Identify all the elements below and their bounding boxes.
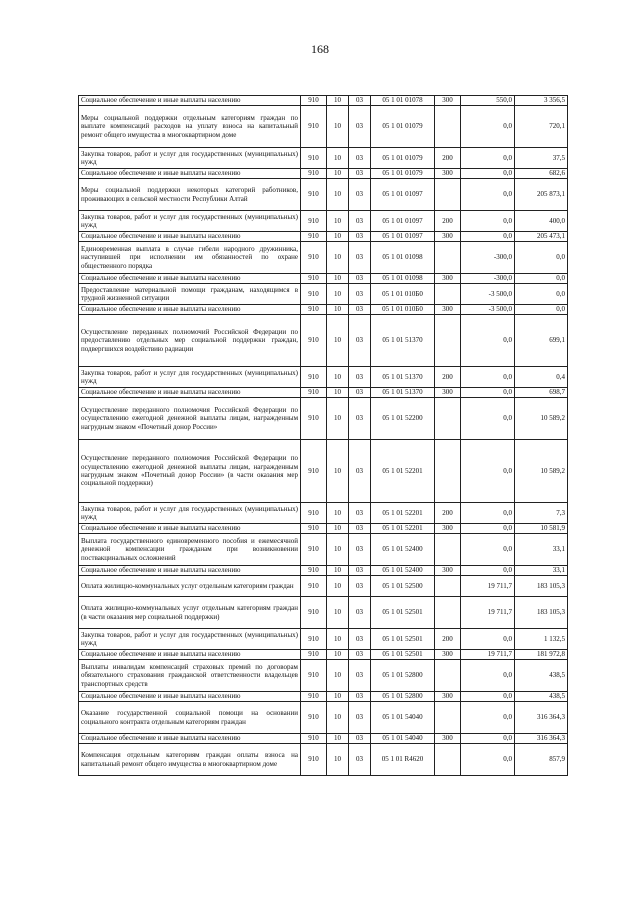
cell-target-article: 05 1 01 54040 [371, 734, 435, 744]
cell-section: 10 [327, 179, 349, 211]
table-row [79, 503, 568, 524]
cell-ministry: 910 [301, 274, 327, 284]
cell-target-article: 05 1 01 01098 [371, 242, 435, 274]
cell-ministry: 910 [301, 179, 327, 211]
cell-change: 0,0 [461, 398, 515, 440]
cell-name: Закупка товаров, работ и услуг для государственных (муниципальных) нужд [79, 367, 301, 388]
cell-change: 0,0 [461, 315, 515, 367]
cell-section: 10 [327, 692, 349, 702]
cell-subsection: 03 [349, 315, 371, 367]
cell-target-article: 05 1 01 52201 [371, 440, 435, 503]
cell-subsection: 03 [349, 524, 371, 534]
cell-amount: 438,5 [515, 692, 568, 702]
cell-subsection: 03 [349, 744, 371, 776]
cell-expense-type: 200 [435, 148, 461, 169]
cell-ministry: 910 [301, 242, 327, 274]
cell-expense-type [435, 576, 461, 597]
cell-name: Социальное обеспечение и иные выплаты населению [79, 692, 301, 702]
cell-ministry: 910 [301, 106, 327, 148]
cell-section: 10 [327, 242, 349, 274]
cell-change: -300,0 [461, 242, 515, 274]
cell-subsection: 03 [349, 440, 371, 503]
cell-subsection: 03 [349, 148, 371, 169]
cell-name: Меры социальной поддержки некоторых категорий работников, проживающих в сельской местности Республики Алтай [79, 179, 301, 211]
cell-target-article: 05 1 01 01098 [371, 274, 435, 284]
cell-change: 0,0 [461, 566, 515, 576]
cell-expense-type: 200 [435, 629, 461, 650]
table-row [79, 702, 568, 734]
cell-name: Социальное обеспечение и иные выплаты населению [79, 305, 301, 315]
table-row [79, 106, 568, 148]
cell-ministry: 910 [301, 398, 327, 440]
cell-target-article: 05 1 01 54040 [371, 702, 435, 734]
table-row [79, 179, 568, 211]
cell-name: Закупка товаров, работ и услуг для государственных (муниципальных) нужд [79, 503, 301, 524]
cell-amount: 0,0 [515, 284, 568, 305]
cell-amount: 10 581,9 [515, 524, 568, 534]
cell-ministry: 910 [301, 367, 327, 388]
cell-section: 10 [327, 576, 349, 597]
cell-subsection: 03 [349, 179, 371, 211]
cell-target-article: 05 1 01 52400 [371, 534, 435, 566]
cell-section: 10 [327, 503, 349, 524]
cell-section: 10 [327, 106, 349, 148]
cell-amount: 181 972,8 [515, 650, 568, 660]
cell-target-article: 05 1 01 01079 [371, 169, 435, 179]
cell-section: 10 [327, 305, 349, 315]
cell-amount: 1 132,5 [515, 629, 568, 650]
cell-expense-type [435, 179, 461, 211]
cell-name: Оказание государственной социальной помощи на основании социального контракта отдельным категориям граждан [79, 702, 301, 734]
cell-target-article: 05 1 01 01097 [371, 179, 435, 211]
cell-section: 10 [327, 315, 349, 367]
cell-expense-type: 300 [435, 232, 461, 242]
cell-amount: 682,6 [515, 169, 568, 179]
cell-ministry: 910 [301, 440, 327, 503]
cell-target-article: 05 1 01 R4620 [371, 744, 435, 776]
cell-ministry: 910 [301, 524, 327, 534]
cell-ministry: 910 [301, 315, 327, 367]
cell-name: Социальное обеспечение и иные выплаты населению [79, 169, 301, 179]
table-row [79, 96, 568, 106]
cell-ministry: 910 [301, 734, 327, 744]
table-row [79, 274, 568, 284]
cell-target-article: 05 1 01 01079 [371, 148, 435, 169]
cell-name: Закупка товаров, работ и услуг для государственных (муниципальных) нужд [79, 211, 301, 232]
cell-target-article: 05 1 01 52201 [371, 503, 435, 524]
cell-expense-type: 300 [435, 524, 461, 534]
cell-expense-type [435, 702, 461, 734]
cell-name: Закупка товаров, работ и услуг для государственных (муниципальных) нужд [79, 148, 301, 169]
cell-subsection: 03 [349, 284, 371, 305]
cell-target-article: 05 1 01 51370 [371, 315, 435, 367]
cell-amount: 400,0 [515, 211, 568, 232]
cell-amount: 316 364,3 [515, 734, 568, 744]
cell-name: Меры социальной поддержки отдельным категориям граждан по выплате компенсаций расходов на уплату взноса на капитальный ремонт общего имущества в многоквартирном доме [79, 106, 301, 148]
cell-name: Осуществление переданных полномочий Российской Федерации по предоставлению отдельных мер социальной поддержки граждан, подвергшихся воздействию радиации [79, 315, 301, 367]
budget-table [78, 95, 568, 776]
cell-change: 0,0 [461, 734, 515, 744]
cell-amount: 438,5 [515, 660, 568, 692]
cell-amount: 0,4 [515, 367, 568, 388]
table-row [79, 284, 568, 305]
table-row [79, 398, 568, 440]
cell-section: 10 [327, 650, 349, 660]
cell-ministry: 910 [301, 169, 327, 179]
cell-expense-type [435, 315, 461, 367]
cell-section: 10 [327, 629, 349, 650]
cell-target-article: 05 1 01 01078 [371, 96, 435, 106]
cell-name: Социальное обеспечение и иные выплаты населению [79, 96, 301, 106]
cell-name: Оплата жилищно-коммунальных услуг отдельным категориям граждан (в части оказания мер социальной поддержки) [79, 597, 301, 629]
cell-name: Социальное обеспечение и иные выплаты населению [79, 388, 301, 398]
cell-name: Компенсация отдельным категориям граждан оплаты взноса на капитальный ремонт общего имущества в многоквартирном доме [79, 744, 301, 776]
cell-expense-type [435, 398, 461, 440]
cell-expense-type: 300 [435, 566, 461, 576]
cell-expense-type: 300 [435, 274, 461, 284]
cell-ministry: 910 [301, 576, 327, 597]
cell-name: Социальное обеспечение и иные выплаты населению [79, 566, 301, 576]
cell-change: 0,0 [461, 106, 515, 148]
cell-name: Осуществление переданного полномочия Российской Федерации по осуществлению ежегодной денежной выплаты лицам, награжденным нагрудным знаком «Почетный донор России» [79, 398, 301, 440]
cell-subsection: 03 [349, 734, 371, 744]
cell-section: 10 [327, 367, 349, 388]
cell-section: 10 [327, 534, 349, 566]
cell-target-article: 05 1 01 52501 [371, 650, 435, 660]
cell-target-article: 05 1 01 01097 [371, 232, 435, 242]
cell-target-article: 05 1 01 52201 [371, 524, 435, 534]
cell-expense-type: 300 [435, 692, 461, 702]
cell-subsection: 03 [349, 702, 371, 734]
cell-target-article: 05 1 01 010Б0 [371, 284, 435, 305]
cell-expense-type [435, 106, 461, 148]
cell-change: 0,0 [461, 367, 515, 388]
cell-expense-type [435, 534, 461, 566]
cell-expense-type [435, 660, 461, 692]
cell-section: 10 [327, 211, 349, 232]
cell-subsection: 03 [349, 211, 371, 232]
table-row [79, 242, 568, 274]
cell-expense-type: 300 [435, 96, 461, 106]
cell-change: -300,0 [461, 274, 515, 284]
cell-change: 0,0 [461, 534, 515, 566]
cell-subsection: 03 [349, 692, 371, 702]
table-row [79, 744, 568, 776]
cell-subsection: 03 [349, 274, 371, 284]
table-row [79, 597, 568, 629]
cell-change: 0,0 [461, 211, 515, 232]
cell-name: Осуществление переданного полномочия Российской Федерации по осуществлению ежегодной денежной выплаты лицам, награжденным нагрудным знаком «Почетный донор России» (в части оказания мер социальной поддержки) [79, 440, 301, 503]
cell-change: 0,0 [461, 148, 515, 169]
cell-section: 10 [327, 274, 349, 284]
table-row [79, 315, 568, 367]
cell-name: Оплата жилищно-коммунальных услуг отдельным категориям граждан [79, 576, 301, 597]
cell-change: 0,0 [461, 692, 515, 702]
cell-subsection: 03 [349, 503, 371, 524]
cell-section: 10 [327, 284, 349, 305]
cell-amount: 10 589,2 [515, 398, 568, 440]
cell-amount: 33,1 [515, 534, 568, 566]
cell-name: Закупка товаров, работ и услуг для государственных (муниципальных) нужд [79, 629, 301, 650]
cell-expense-type: 200 [435, 503, 461, 524]
cell-name: Социальное обеспечение и иные выплаты населению [79, 734, 301, 744]
cell-target-article: 05 1 01 52501 [371, 629, 435, 650]
cell-section: 10 [327, 744, 349, 776]
page-number: 168 [311, 42, 329, 56]
cell-name: Социальное обеспечение и иные выплаты населению [79, 650, 301, 660]
cell-expense-type: 300 [435, 305, 461, 315]
cell-target-article: 05 1 01 01097 [371, 211, 435, 232]
cell-section: 10 [327, 597, 349, 629]
cell-change: 0,0 [461, 702, 515, 734]
table-row [79, 629, 568, 650]
cell-change: 0,0 [461, 744, 515, 776]
cell-change: 0,0 [461, 388, 515, 398]
cell-subsection: 03 [349, 660, 371, 692]
cell-ministry: 910 [301, 660, 327, 692]
cell-ministry: 910 [301, 692, 327, 702]
cell-expense-type [435, 744, 461, 776]
cell-change: -3 500,0 [461, 284, 515, 305]
cell-change: 550,0 [461, 96, 515, 106]
table-row [79, 576, 568, 597]
cell-change: 0,0 [461, 440, 515, 503]
cell-subsection: 03 [349, 232, 371, 242]
cell-subsection: 03 [349, 106, 371, 148]
cell-amount: 0,0 [515, 274, 568, 284]
cell-subsection: 03 [349, 367, 371, 388]
cell-ministry: 910 [301, 503, 327, 524]
cell-section: 10 [327, 702, 349, 734]
table-row [79, 169, 568, 179]
table-row [79, 534, 568, 566]
cell-target-article: 05 1 01 52501 [371, 597, 435, 629]
table-row [79, 734, 568, 744]
table-row [79, 232, 568, 242]
table-row [79, 305, 568, 315]
cell-amount: 183 105,3 [515, 576, 568, 597]
cell-ministry: 910 [301, 702, 327, 734]
cell-target-article: 05 1 01 01079 [371, 106, 435, 148]
cell-expense-type: 300 [435, 388, 461, 398]
cell-amount: 183 105,3 [515, 597, 568, 629]
table-row [79, 692, 568, 702]
cell-section: 10 [327, 524, 349, 534]
cell-section: 10 [327, 96, 349, 106]
cell-ministry: 910 [301, 232, 327, 242]
cell-ministry: 910 [301, 744, 327, 776]
cell-subsection: 03 [349, 650, 371, 660]
cell-ministry: 910 [301, 650, 327, 660]
cell-expense-type: 200 [435, 367, 461, 388]
table-row [79, 367, 568, 388]
cell-change: 0,0 [461, 524, 515, 534]
cell-ministry: 910 [301, 284, 327, 305]
cell-target-article: 05 1 01 51370 [371, 367, 435, 388]
cell-change: 0,0 [461, 660, 515, 692]
cell-amount: 3 356,5 [515, 96, 568, 106]
cell-amount: 10 589,2 [515, 440, 568, 503]
cell-change: 19 711,7 [461, 576, 515, 597]
cell-subsection: 03 [349, 629, 371, 650]
cell-subsection: 03 [349, 169, 371, 179]
cell-change: 0,0 [461, 503, 515, 524]
cell-ministry: 910 [301, 629, 327, 650]
cell-change: 0,0 [461, 629, 515, 650]
cell-section: 10 [327, 398, 349, 440]
table-row [79, 148, 568, 169]
cell-expense-type: 300 [435, 734, 461, 744]
cell-ministry: 910 [301, 211, 327, 232]
cell-change: 0,0 [461, 169, 515, 179]
cell-name: Предоставление материальной помощи гражданам, находящимся в трудной жизненной ситуации [79, 284, 301, 305]
cell-amount: 37,5 [515, 148, 568, 169]
cell-subsection: 03 [349, 96, 371, 106]
cell-ministry: 910 [301, 148, 327, 169]
cell-subsection: 03 [349, 597, 371, 629]
cell-change: 0,0 [461, 179, 515, 211]
cell-subsection: 03 [349, 388, 371, 398]
cell-ministry: 910 [301, 597, 327, 629]
cell-section: 10 [327, 660, 349, 692]
cell-target-article: 05 1 01 52800 [371, 660, 435, 692]
cell-ministry: 910 [301, 534, 327, 566]
cell-expense-type [435, 597, 461, 629]
table-row [79, 440, 568, 503]
cell-expense-type: 300 [435, 650, 461, 660]
cell-amount: 699,1 [515, 315, 568, 367]
cell-section: 10 [327, 734, 349, 744]
cell-change: -3 500,0 [461, 305, 515, 315]
table-row [79, 388, 568, 398]
cell-name: Выплата государственного единовременного пособия и ежемесячной денежной компенсации гражданам при возникновении поствакцинальных осложнений [79, 534, 301, 566]
cell-expense-type [435, 440, 461, 503]
cell-ministry: 910 [301, 96, 327, 106]
cell-amount: 205 873,1 [515, 179, 568, 211]
cell-expense-type: 300 [435, 169, 461, 179]
cell-amount: 0,0 [515, 242, 568, 274]
table-row [79, 524, 568, 534]
cell-target-article: 05 1 01 010Б0 [371, 305, 435, 315]
table-row [79, 650, 568, 660]
cell-subsection: 03 [349, 305, 371, 315]
cell-amount: 857,9 [515, 744, 568, 776]
cell-change: 19 711,7 [461, 650, 515, 660]
cell-expense-type [435, 284, 461, 305]
cell-subsection: 03 [349, 566, 371, 576]
cell-amount: 205 473,1 [515, 232, 568, 242]
cell-name: Выплаты инвалидам компенсаций страховых премий по договорам обязательного страхования гражданской ответственности владельцев транспортных средств [79, 660, 301, 692]
cell-target-article: 05 1 01 51370 [371, 388, 435, 398]
table-row [79, 211, 568, 232]
cell-section: 10 [327, 148, 349, 169]
table-row [79, 566, 568, 576]
cell-name: Социальное обеспечение и иные выплаты населению [79, 524, 301, 534]
cell-subsection: 03 [349, 398, 371, 440]
cell-subsection: 03 [349, 242, 371, 274]
cell-target-article: 05 1 01 52800 [371, 692, 435, 702]
cell-target-article: 05 1 01 52500 [371, 576, 435, 597]
cell-section: 10 [327, 169, 349, 179]
cell-amount: 720,1 [515, 106, 568, 148]
cell-subsection: 03 [349, 534, 371, 566]
cell-name: Единовременная выплата в случае гибели народного дружинника, наступившей при исполнении им обязанностей по охране общественного порядка [79, 242, 301, 274]
cell-amount: 316 364,3 [515, 702, 568, 734]
cell-ministry: 910 [301, 566, 327, 576]
cell-amount: 33,1 [515, 566, 568, 576]
cell-amount: 0,0 [515, 305, 568, 315]
cell-amount: 698,7 [515, 388, 568, 398]
cell-name: Социальное обеспечение и иные выплаты населению [79, 232, 301, 242]
table-row [79, 660, 568, 692]
cell-subsection: 03 [349, 576, 371, 597]
cell-change: 0,0 [461, 232, 515, 242]
cell-change: 19 711,7 [461, 597, 515, 629]
cell-section: 10 [327, 388, 349, 398]
cell-section: 10 [327, 232, 349, 242]
cell-amount: 7,3 [515, 503, 568, 524]
cell-expense-type [435, 242, 461, 274]
cell-target-article: 05 1 01 52200 [371, 398, 435, 440]
cell-target-article: 05 1 01 52400 [371, 566, 435, 576]
cell-section: 10 [327, 440, 349, 503]
cell-ministry: 910 [301, 388, 327, 398]
cell-name: Социальное обеспечение и иные выплаты населению [79, 274, 301, 284]
cell-expense-type: 200 [435, 211, 461, 232]
cell-ministry: 910 [301, 305, 327, 315]
cell-section: 10 [327, 566, 349, 576]
